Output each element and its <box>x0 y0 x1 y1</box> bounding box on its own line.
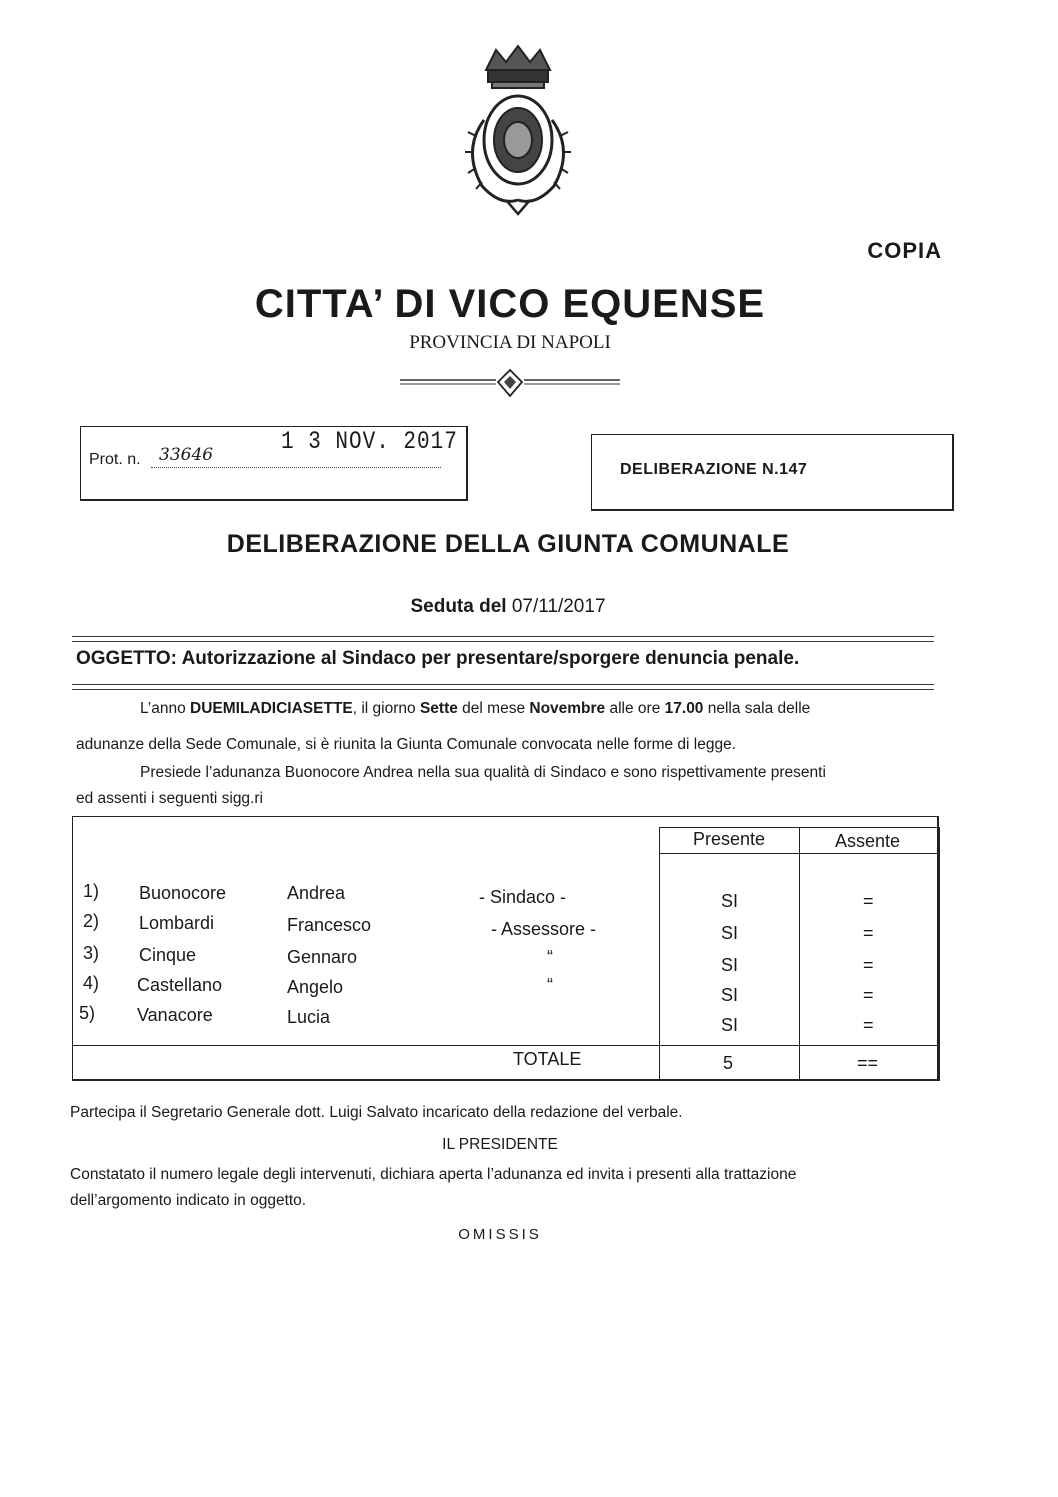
intro-hour: 17.00 <box>664 700 704 717</box>
protocol-date-stamp: 1 3 NOV. 2017 <box>281 428 458 457</box>
col-absent-header: Assente <box>835 831 901 851</box>
city-crest-emblem <box>448 40 588 220</box>
deliberation-number: DELIBERAZIONE N.147 <box>620 461 808 478</box>
city-title: CITTA’ DI VICO EQUENSE <box>254 282 766 326</box>
protocol-label: Prot. n. <box>89 451 141 468</box>
subject-text: Autorizzazione al Sindaco per presentare/sporgere denuncia penale. <box>181 648 800 669</box>
intro-line-2: adunanze della Sede Comunale, si è riunita la Giunta Comunale convocata nelle forme di legge. <box>76 736 737 753</box>
session-line <box>0 596 1016 618</box>
table-header-top <box>659 827 939 828</box>
deliberation-number-box <box>591 434 954 511</box>
protocol-box <box>80 426 468 501</box>
col-present-header: Presente <box>693 829 766 849</box>
copy-stamp-label: COPIA <box>867 238 942 263</box>
deliberation-title: DELIBERAZIONE DELLA GIUNTA COMUNALE <box>226 530 790 558</box>
table-total-separator <box>73 1045 939 1046</box>
total-present: 5 <box>723 1053 734 1073</box>
protocol-dotted-line <box>151 467 441 468</box>
omissis-marker: OMISSIS <box>458 1226 542 1243</box>
intro-day: Sette <box>419 700 458 717</box>
province-subtitle: PROVINCIA DI NAPOLI <box>409 332 611 353</box>
rule-bottom-1 <box>72 684 934 685</box>
session-date: 07/11/2017 <box>511 596 606 617</box>
rule-top-1 <box>72 636 934 637</box>
total-absent: == <box>857 1053 879 1073</box>
statement-line-1: Constatato il numero legale degli intervenuti, dichiara aperta l’adunanza ed invita i presenti alla trattazione <box>70 1166 797 1183</box>
intro-line-4: ed assenti i seguenti sigg.ri <box>76 790 263 807</box>
subject-line <box>76 648 799 670</box>
subject-label: OGGETTO: <box>76 648 177 669</box>
attendance-table: Presente Assente 1) Buonocore Andrea - Sindaco - SI = 2) Lombardi Francesco - Assessore - SI = 3) Cinque Gennaro “ SI = 4) Castellano Angelo “ SI = 5) Vanacore Lucia SI = TOTALE 5 == <box>72 816 939 1081</box>
intro-line-3: Presiede l’adunanza Buonocore Andrea nella sua qualità di Sindaco e sono rispettivamente presenti <box>140 764 826 781</box>
decorative-divider-ornament <box>396 368 624 398</box>
table-divider-absent-right <box>939 827 940 1081</box>
table-header-bottom <box>659 853 939 854</box>
secretary-line: Partecipa il Segretario Generale dott. Luigi Salvato incaricato della redazione del verbale. <box>70 1104 683 1121</box>
intro-month: Novembre <box>529 700 606 717</box>
intro-line-1: L’anno DUEMILADICIASETTE, il giorno Sette del mese Novembre alle ore 17.00 nella sala delle <box>140 700 811 717</box>
session-label: Seduta del <box>410 596 507 617</box>
protocol-number: 33646 <box>159 445 214 465</box>
statement-line-2: dell’argomento indicato in oggetto. <box>70 1192 307 1209</box>
table-divider-present-right <box>799 827 800 1081</box>
total-label: TOTALE <box>513 1049 582 1069</box>
intro-year: DUEMILADICIASETTE <box>190 700 353 717</box>
table-divider-present-left <box>659 827 660 1081</box>
rule-bottom-2 <box>72 689 934 690</box>
rule-top-2 <box>72 641 934 642</box>
president-heading: IL PRESIDENTE <box>442 1136 558 1153</box>
